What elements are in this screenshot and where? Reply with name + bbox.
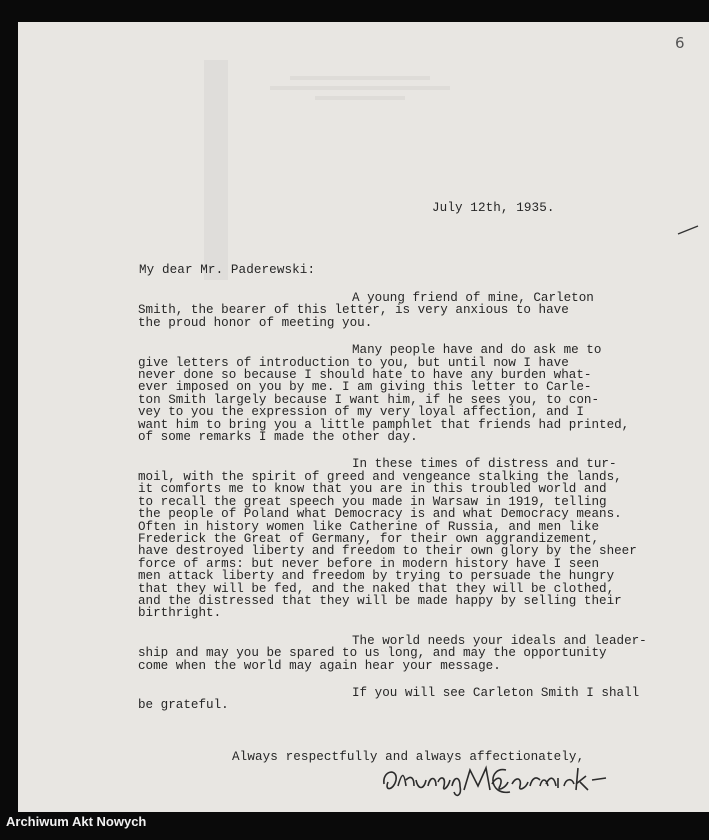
letter-line: ever imposed on you by me. I am giving this letter to Carle- [138,380,592,395]
handwritten-signature [380,762,610,798]
letter-paragraph [138,687,647,712]
faded-letterhead [260,70,460,110]
archive-watermark-icon [196,60,236,280]
letter-line: If you will see Carleton Smith I shall [352,685,640,700]
letter-line: that they will be fed, and the naked that they will be clothed, [138,581,615,596]
letter-line: Smith, the bearer of this letter, is very anxious to have [138,303,569,318]
letter-closing: Always respectfully and always affectionately, [232,750,585,764]
letter-line: it comforts me to know that you are in this troubled world and [138,482,607,497]
letter-line: Many people have and do ask me to [352,343,602,358]
letter-line: men attack liberty and freedom by trying to persuade the hungry [138,569,615,584]
letter-line: to recall the great speech you made in Warsaw in 1919, telling [138,494,607,509]
letter-line: Often in history women like Catherine of Russia, and men like [138,519,600,534]
letter-line: ship and may you be spared to us long, and may the opportunity [138,646,607,661]
letter-line: give letters of introduction to you, but until now I have [138,355,569,370]
letter-body [138,292,647,712]
letter-paragraph [138,635,647,672]
letter-line: Frederick the Great of Germany, for their own aggrandizement, [138,531,600,546]
letter-line: force of arms: but never before in modern history have I seen [138,556,600,571]
margin-pencil-mark [676,224,700,236]
letter-salutation: My dear Mr. Paderewski: [139,263,316,277]
letter-line: The world needs your ideals and leader- [352,633,647,648]
letter-line: ton Smith largely because I want him, if he sees you, to con- [138,392,600,407]
letter-paragraph [138,458,647,619]
letter-line: have destroyed liberty and freedom to their own glory by the sheer [138,544,637,559]
letter-line: never done so because I should hate to have any burden what- [138,368,592,383]
letter-line: be grateful. [138,698,229,713]
letter-line: and the distressed that they will be made happy by selling their [138,593,622,608]
letter-line: the proud honor of meeting you. [138,315,373,330]
letter-line: the people of Poland what Democracy is and what Democracy means. [138,507,622,522]
archive-footer-label: Archiwum Akt Nowych [6,814,147,829]
letter-date: July 12th, 1935. [432,201,555,215]
letter-line: want him to bring you a little pamphlet that friends had printed, [138,417,630,432]
letter-line: birthright. [138,606,222,621]
letter-paragraph [138,292,647,329]
letter-line: vey to you the expression of my very loyal affection, and I [138,405,584,420]
letter-paragraph [138,344,647,443]
letter-line: A young friend of mine, Carleton [352,291,594,305]
letter-line: moil, with the spirit of greed and vengeance stalking the lands, [138,469,622,484]
letter-line: of some remarks I made the other day. [138,430,418,445]
letter-line: come when the world may again hear your message. [138,658,501,673]
letter-line: In these times of distress and tur- [352,457,617,472]
page-number: 6 [675,34,685,52]
